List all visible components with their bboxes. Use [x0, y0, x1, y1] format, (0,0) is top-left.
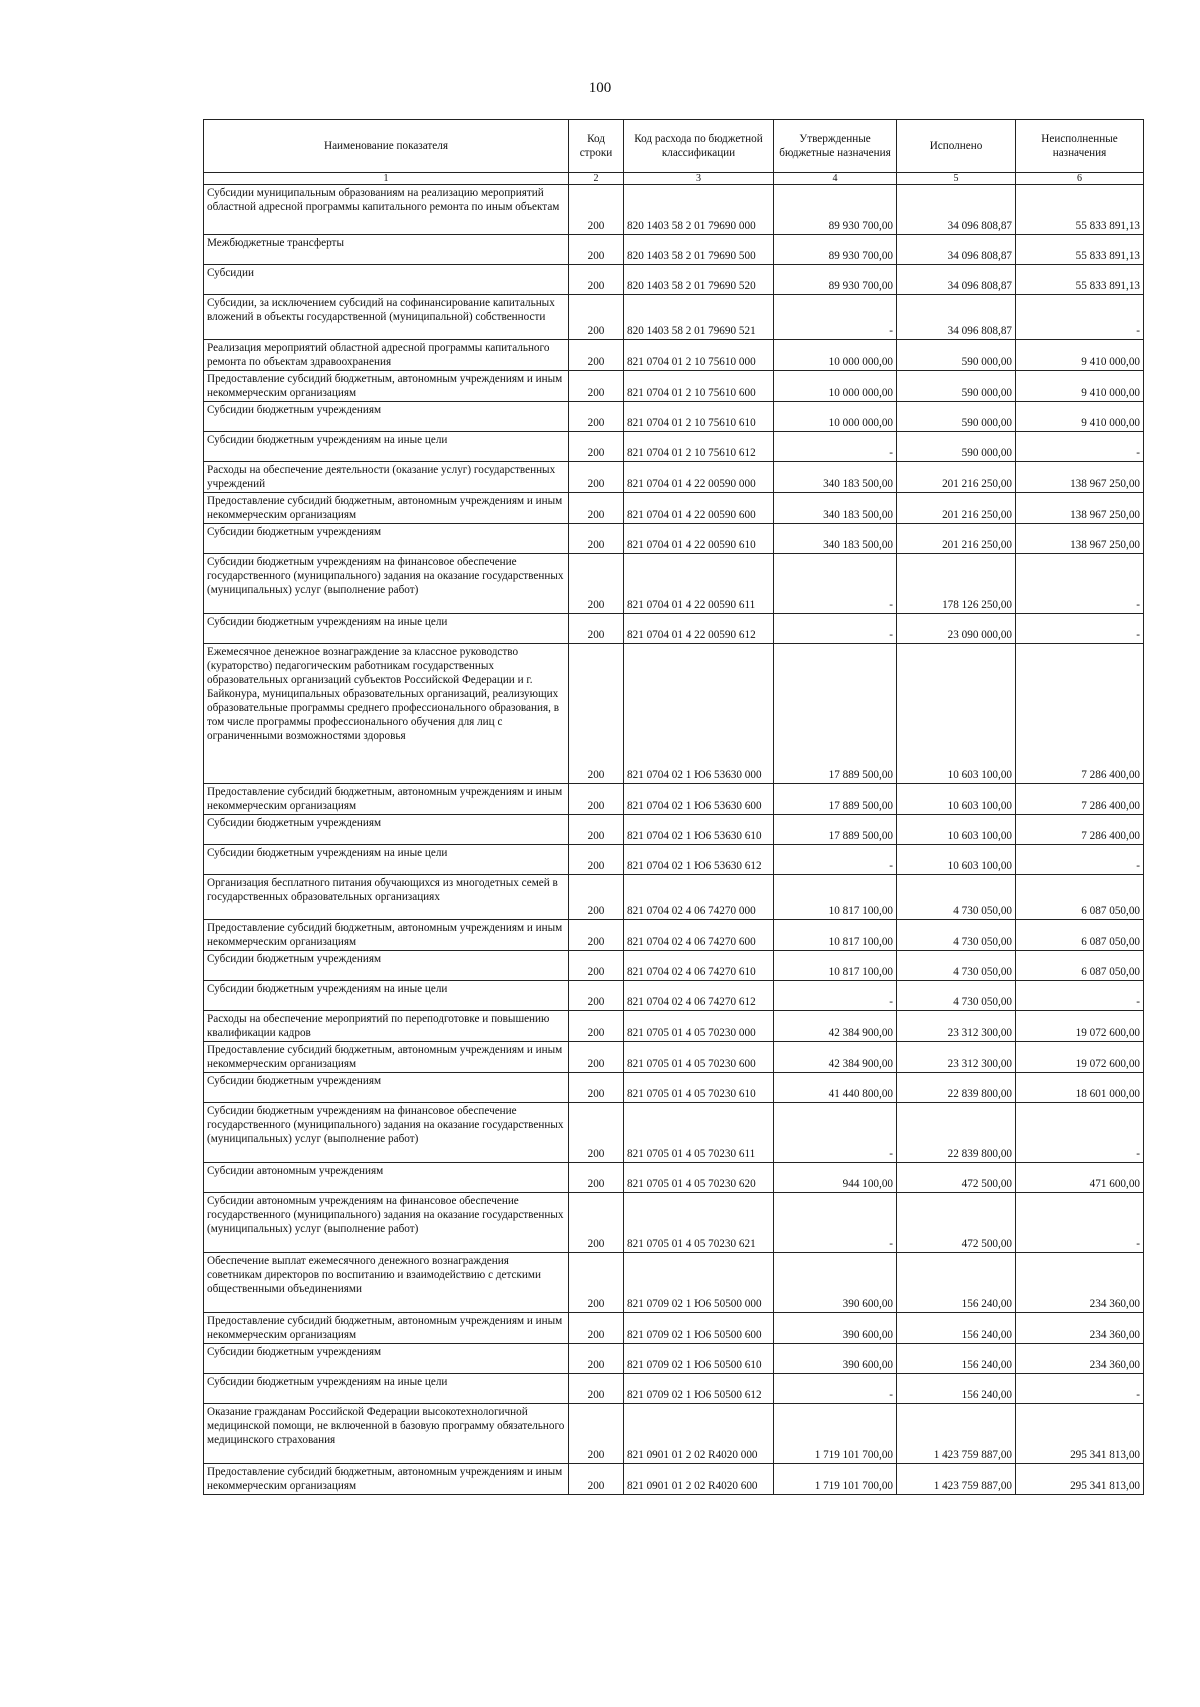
- table-row: [204, 1103, 1144, 1163]
- row-executed: 10 603 100,00: [897, 845, 1016, 875]
- row-line-code: 200: [569, 1193, 624, 1253]
- table-row: [204, 1374, 1144, 1404]
- row-name: Обеспечение выплат ежемесячного денежного вознаграждения советникам директоров по воспитанию и взаимодействию с детскими общественными объединениями: [204, 1253, 569, 1313]
- row-unexecuted: 7 286 400,00: [1016, 815, 1144, 845]
- row-line-code: 200: [569, 493, 624, 524]
- row-budget-code: 821 0705 01 4 05 70230 621: [624, 1193, 774, 1253]
- row-unexecuted: -: [1016, 1193, 1144, 1253]
- row-executed: 156 240,00: [897, 1344, 1016, 1374]
- row-executed: 201 216 250,00: [897, 462, 1016, 493]
- row-name: Предоставление субсидий бюджетным, автономным учреждениям и иным некоммерческим организациям: [204, 784, 569, 815]
- row-approved: 10 000 000,00: [774, 402, 897, 432]
- row-line-code: 200: [569, 1073, 624, 1103]
- row-name: Предоставление субсидий бюджетным, автономным учреждениям и иным некоммерческим организациям: [204, 1042, 569, 1073]
- column-number: 2: [569, 173, 624, 185]
- row-unexecuted: -: [1016, 1374, 1144, 1404]
- row-budget-code: 821 0704 01 2 10 75610 610: [624, 402, 774, 432]
- row-line-code: 200: [569, 340, 624, 371]
- row-budget-code: 821 0709 02 1 Ю6 50500 600: [624, 1313, 774, 1344]
- table-row: [204, 265, 1144, 295]
- row-executed: 590 000,00: [897, 340, 1016, 371]
- table-row: [204, 644, 1144, 784]
- page-number: 100: [588, 80, 612, 96]
- row-line-code: 200: [569, 920, 624, 951]
- row-name: Субсидии бюджетным учреждениям: [204, 815, 569, 845]
- row-approved: 340 183 500,00: [774, 493, 897, 524]
- row-name: Субсидии бюджетным учреждениям на иные цели: [204, 845, 569, 875]
- table-row: [204, 1464, 1144, 1495]
- column-number: 6: [1016, 173, 1144, 185]
- row-executed: 22 839 800,00: [897, 1073, 1016, 1103]
- row-approved: -: [774, 845, 897, 875]
- row-name: Субсидии бюджетным учреждениям: [204, 951, 569, 981]
- row-name: Предоставление субсидий бюджетным, автономным учреждениям и иным некоммерческим организациям: [204, 1464, 569, 1495]
- row-line-code: 200: [569, 462, 624, 493]
- column-number: 5: [897, 173, 1016, 185]
- row-line-code: 200: [569, 1464, 624, 1495]
- row-budget-code: 821 0709 02 1 Ю6 50500 612: [624, 1374, 774, 1404]
- row-unexecuted: 138 967 250,00: [1016, 462, 1144, 493]
- budget-execution-table: [203, 119, 1144, 1495]
- row-line-code: 200: [569, 951, 624, 981]
- row-executed: 590 000,00: [897, 432, 1016, 462]
- row-approved: 10 817 100,00: [774, 920, 897, 951]
- row-line-code: 200: [569, 614, 624, 644]
- row-name: Предоставление субсидий бюджетным, автономным учреждениям и иным некоммерческим организациям: [204, 371, 569, 402]
- table-row: [204, 371, 1144, 402]
- row-approved: -: [774, 981, 897, 1011]
- row-budget-code: 821 0704 01 4 22 00590 612: [624, 614, 774, 644]
- row-budget-code: 821 0704 01 4 22 00590 610: [624, 524, 774, 554]
- row-budget-code: 821 0704 02 1 Ю6 53630 000: [624, 644, 774, 784]
- row-executed: 156 240,00: [897, 1374, 1016, 1404]
- row-line-code: 200: [569, 875, 624, 920]
- row-budget-code: 821 0705 01 4 05 70230 611: [624, 1103, 774, 1163]
- row-line-code: 200: [569, 1011, 624, 1042]
- row-executed: 590 000,00: [897, 402, 1016, 432]
- row-approved: 42 384 900,00: [774, 1011, 897, 1042]
- table-row: [204, 1193, 1144, 1253]
- row-budget-code: 821 0704 02 4 06 74270 000: [624, 875, 774, 920]
- row-approved: 390 600,00: [774, 1253, 897, 1313]
- row-line-code: 200: [569, 1163, 624, 1193]
- table-row: [204, 920, 1144, 951]
- header-approved: Утвержденные бюджетные назначения: [774, 120, 897, 173]
- row-name: Субсидии бюджетным учреждениям: [204, 402, 569, 432]
- row-approved: -: [774, 1193, 897, 1253]
- row-line-code: 200: [569, 524, 624, 554]
- row-line-code: 200: [569, 295, 624, 340]
- row-approved: 42 384 900,00: [774, 1042, 897, 1073]
- row-budget-code: 821 0704 01 4 22 00590 600: [624, 493, 774, 524]
- row-unexecuted: 55 833 891,13: [1016, 265, 1144, 295]
- row-approved: 1 719 101 700,00: [774, 1464, 897, 1495]
- row-approved: 10 000 000,00: [774, 371, 897, 402]
- row-executed: 156 240,00: [897, 1253, 1016, 1313]
- row-executed: 23 312 300,00: [897, 1042, 1016, 1073]
- row-line-code: 200: [569, 185, 624, 235]
- row-approved: -: [774, 614, 897, 644]
- header-budget-code: Код расхода по бюджетной классификации: [624, 120, 774, 173]
- row-name: Субсидии бюджетным учреждениям: [204, 1344, 569, 1374]
- row-unexecuted: 471 600,00: [1016, 1163, 1144, 1193]
- row-approved: -: [774, 432, 897, 462]
- row-unexecuted: -: [1016, 554, 1144, 614]
- table-row: [204, 1344, 1144, 1374]
- row-approved: 10 817 100,00: [774, 875, 897, 920]
- row-unexecuted: 6 087 050,00: [1016, 951, 1144, 981]
- table-row: [204, 1253, 1144, 1313]
- table-header: [204, 120, 1144, 185]
- row-executed: 34 096 808,87: [897, 235, 1016, 265]
- row-name: Субсидии бюджетным учреждениям на финансовое обеспечение государственного (муниципального) задания на оказание государственных (муниципальных) услуг (выполнение работ): [204, 554, 569, 614]
- row-line-code: 200: [569, 1344, 624, 1374]
- row-budget-code: 821 0705 01 4 05 70230 610: [624, 1073, 774, 1103]
- row-unexecuted: 138 967 250,00: [1016, 524, 1144, 554]
- row-unexecuted: -: [1016, 614, 1144, 644]
- row-approved: 390 600,00: [774, 1313, 897, 1344]
- header-unexecuted: Неисполненные назначения: [1016, 120, 1144, 173]
- row-executed: 156 240,00: [897, 1313, 1016, 1344]
- row-line-code: 200: [569, 1253, 624, 1313]
- row-budget-code: 821 0705 01 4 05 70230 620: [624, 1163, 774, 1193]
- column-number: 4: [774, 173, 897, 185]
- row-line-code: 200: [569, 402, 624, 432]
- row-budget-code: 821 0704 02 4 06 74270 610: [624, 951, 774, 981]
- row-executed: 10 603 100,00: [897, 644, 1016, 784]
- table-row: [204, 462, 1144, 493]
- row-budget-code: 821 0709 02 1 Ю6 50500 000: [624, 1253, 774, 1313]
- column-number: 3: [624, 173, 774, 185]
- table-row: [204, 493, 1144, 524]
- table-row: [204, 340, 1144, 371]
- row-line-code: 200: [569, 1313, 624, 1344]
- row-unexecuted: 234 360,00: [1016, 1253, 1144, 1313]
- row-line-code: 200: [569, 845, 624, 875]
- row-name: Субсидии, за исключением субсидий на софинансирование капитальных вложений в объекты государственной (муниципальной) собственности: [204, 295, 569, 340]
- row-executed: 590 000,00: [897, 371, 1016, 402]
- row-unexecuted: 234 360,00: [1016, 1313, 1144, 1344]
- row-approved: 89 930 700,00: [774, 265, 897, 295]
- row-name: Субсидии автономным учреждениям: [204, 1163, 569, 1193]
- row-executed: 4 730 050,00: [897, 920, 1016, 951]
- table-row: [204, 875, 1144, 920]
- table-row: [204, 185, 1144, 235]
- row-unexecuted: 18 601 000,00: [1016, 1073, 1144, 1103]
- row-line-code: 200: [569, 815, 624, 845]
- row-unexecuted: 19 072 600,00: [1016, 1011, 1144, 1042]
- row-name: Субсидии бюджетным учреждениям на иные цели: [204, 432, 569, 462]
- row-line-code: 200: [569, 1103, 624, 1163]
- table-row: [204, 1163, 1144, 1193]
- row-budget-code: 821 0901 01 2 02 R4020 000: [624, 1404, 774, 1464]
- row-budget-code: 821 0704 01 4 22 00590 611: [624, 554, 774, 614]
- row-name: Предоставление субсидий бюджетным, автономным учреждениям и иным некоммерческим организациям: [204, 493, 569, 524]
- row-name: Расходы на обеспечение деятельности (оказание услуг) государственных учреждений: [204, 462, 569, 493]
- row-budget-code: 821 0704 02 1 Ю6 53630 610: [624, 815, 774, 845]
- row-approved: 17 889 500,00: [774, 644, 897, 784]
- row-approved: 944 100,00: [774, 1163, 897, 1193]
- row-budget-code: 821 0705 01 4 05 70230 600: [624, 1042, 774, 1073]
- row-executed: 1 423 759 887,00: [897, 1464, 1016, 1495]
- row-approved: -: [774, 554, 897, 614]
- row-name: Субсидии бюджетным учреждениям на финансовое обеспечение государственного (муниципального) задания на оказание государственных (муниципальных) услуг (выполнение работ): [204, 1103, 569, 1163]
- row-line-code: 200: [569, 371, 624, 402]
- row-approved: 10 000 000,00: [774, 340, 897, 371]
- row-executed: 201 216 250,00: [897, 493, 1016, 524]
- row-name: Субсидии бюджетным учреждениям на иные цели: [204, 614, 569, 644]
- row-executed: 4 730 050,00: [897, 981, 1016, 1011]
- row-name: Субсидии бюджетным учреждениям: [204, 1073, 569, 1103]
- row-line-code: 200: [569, 554, 624, 614]
- row-approved: 17 889 500,00: [774, 815, 897, 845]
- row-line-code: 200: [569, 981, 624, 1011]
- table-row: [204, 1404, 1144, 1464]
- table-row: [204, 1011, 1144, 1042]
- row-executed: 10 603 100,00: [897, 784, 1016, 815]
- row-line-code: 200: [569, 1374, 624, 1404]
- row-line-code: 200: [569, 1404, 624, 1464]
- row-budget-code: 821 0704 02 4 06 74270 612: [624, 981, 774, 1011]
- row-name: Межбюджетные трансферты: [204, 235, 569, 265]
- row-budget-code: 821 0704 01 2 10 75610 000: [624, 340, 774, 371]
- row-unexecuted: -: [1016, 295, 1144, 340]
- row-unexecuted: -: [1016, 432, 1144, 462]
- row-name: Реализация мероприятий областной адресной программы капитального ремонта по объектам здравоохранения: [204, 340, 569, 371]
- row-unexecuted: -: [1016, 1103, 1144, 1163]
- row-unexecuted: 138 967 250,00: [1016, 493, 1144, 524]
- row-unexecuted: 6 087 050,00: [1016, 920, 1144, 951]
- row-unexecuted: 9 410 000,00: [1016, 340, 1144, 371]
- row-unexecuted: 7 286 400,00: [1016, 644, 1144, 784]
- row-budget-code: 820 1403 58 2 01 79690 521: [624, 295, 774, 340]
- row-name: Расходы на обеспечение мероприятий по переподготовке и повышению квалификации кадров: [204, 1011, 569, 1042]
- table-row: [204, 1042, 1144, 1073]
- row-approved: 17 889 500,00: [774, 784, 897, 815]
- row-executed: 178 126 250,00: [897, 554, 1016, 614]
- row-executed: 1 423 759 887,00: [897, 1404, 1016, 1464]
- row-line-code: 200: [569, 432, 624, 462]
- row-line-code: 200: [569, 644, 624, 784]
- table-row: [204, 402, 1144, 432]
- row-executed: 34 096 808,87: [897, 295, 1016, 340]
- row-budget-code: 821 0704 02 1 Ю6 53630 600: [624, 784, 774, 815]
- row-budget-code: 820 1403 58 2 01 79690 500: [624, 235, 774, 265]
- row-approved: 89 930 700,00: [774, 185, 897, 235]
- row-name: Субсидии муниципальным образованиям на реализацию мероприятий областной адресной программы капитального ремонта по иным объектам: [204, 185, 569, 235]
- row-budget-code: 820 1403 58 2 01 79690 520: [624, 265, 774, 295]
- row-name: Субсидии бюджетным учреждениям на иные цели: [204, 981, 569, 1011]
- row-executed: 22 839 800,00: [897, 1103, 1016, 1163]
- row-unexecuted: 295 341 813,00: [1016, 1464, 1144, 1495]
- table-row: [204, 614, 1144, 644]
- row-executed: 23 090 000,00: [897, 614, 1016, 644]
- table-row: [204, 554, 1144, 614]
- row-approved: -: [774, 1374, 897, 1404]
- table-row: [204, 524, 1144, 554]
- row-name: Субсидии бюджетным учреждениям: [204, 524, 569, 554]
- row-approved: 390 600,00: [774, 1344, 897, 1374]
- table-row: [204, 815, 1144, 845]
- row-line-code: 200: [569, 1042, 624, 1073]
- header-line-code: Код строки: [569, 120, 624, 173]
- row-budget-code: 821 0704 01 4 22 00590 000: [624, 462, 774, 493]
- row-budget-code: 821 0709 02 1 Ю6 50500 610: [624, 1344, 774, 1374]
- row-executed: 472 500,00: [897, 1193, 1016, 1253]
- table-row: [204, 845, 1144, 875]
- row-executed: 34 096 808,87: [897, 265, 1016, 295]
- table-row: [204, 432, 1144, 462]
- row-budget-code: 820 1403 58 2 01 79690 000: [624, 185, 774, 235]
- row-name: Предоставление субсидий бюджетным, автономным учреждениям и иным некоммерческим организациям: [204, 920, 569, 951]
- row-budget-code: 821 0704 01 2 10 75610 600: [624, 371, 774, 402]
- row-name: Субсидии бюджетным учреждениям на иные цели: [204, 1374, 569, 1404]
- row-budget-code: 821 0901 01 2 02 R4020 600: [624, 1464, 774, 1495]
- row-unexecuted: 19 072 600,00: [1016, 1042, 1144, 1073]
- row-name: Предоставление субсидий бюджетным, автономным учреждениям и иным некоммерческим организациям: [204, 1313, 569, 1344]
- table-row: [204, 235, 1144, 265]
- row-name: Оказание гражданам Российской Федерации высокотехнологичной медицинской помощи, не включенной в базовую программу обязательного медицинского страхования: [204, 1404, 569, 1464]
- row-unexecuted: 55 833 891,13: [1016, 235, 1144, 265]
- row-approved: 340 183 500,00: [774, 524, 897, 554]
- table-row: [204, 1073, 1144, 1103]
- header-indicator-name: Наименование показателя: [204, 120, 569, 173]
- row-line-code: 200: [569, 235, 624, 265]
- table-body: [204, 185, 1144, 1495]
- row-approved: 340 183 500,00: [774, 462, 897, 493]
- row-line-code: 200: [569, 784, 624, 815]
- row-unexecuted: -: [1016, 845, 1144, 875]
- row-budget-code: 821 0704 02 4 06 74270 600: [624, 920, 774, 951]
- row-executed: 34 096 808,87: [897, 185, 1016, 235]
- row-executed: 10 603 100,00: [897, 815, 1016, 845]
- row-approved: -: [774, 1103, 897, 1163]
- row-unexecuted: 7 286 400,00: [1016, 784, 1144, 815]
- row-unexecuted: -: [1016, 981, 1144, 1011]
- row-approved: 1 719 101 700,00: [774, 1404, 897, 1464]
- row-budget-code: 821 0704 02 1 Ю6 53630 612: [624, 845, 774, 875]
- row-approved: 89 930 700,00: [774, 235, 897, 265]
- row-name: Организация бесплатного питания обучающихся из многодетных семей в государственных образовательных организациях: [204, 875, 569, 920]
- row-line-code: 200: [569, 265, 624, 295]
- row-executed: 4 730 050,00: [897, 875, 1016, 920]
- column-number: 1: [204, 173, 569, 185]
- table-row: [204, 784, 1144, 815]
- row-approved: 41 440 800,00: [774, 1073, 897, 1103]
- header-executed: Исполнено: [897, 120, 1016, 173]
- table-row: [204, 295, 1144, 340]
- row-name: Субсидии: [204, 265, 569, 295]
- row-executed: 4 730 050,00: [897, 951, 1016, 981]
- row-budget-code: 821 0704 01 2 10 75610 612: [624, 432, 774, 462]
- row-unexecuted: 295 341 813,00: [1016, 1404, 1144, 1464]
- table-row: [204, 1313, 1144, 1344]
- row-unexecuted: 6 087 050,00: [1016, 875, 1144, 920]
- row-name: Ежемесячное денежное вознаграждение за классное руководство (кураторство) педагогическим работникам государственных образовательных организаций субъектов Российской Федерации и г. Байконура, муниципальных образовательных организаций, реализующих образовательные программы среднего профессионального образования, в том числе программы профессионального обучения для лиц с ограниченными возможностями здоровья: [204, 644, 569, 784]
- row-unexecuted: 9 410 000,00: [1016, 402, 1144, 432]
- row-unexecuted: 234 360,00: [1016, 1344, 1144, 1374]
- row-executed: 201 216 250,00: [897, 524, 1016, 554]
- table-row: [204, 981, 1144, 1011]
- row-unexecuted: 9 410 000,00: [1016, 371, 1144, 402]
- row-budget-code: 821 0705 01 4 05 70230 000: [624, 1011, 774, 1042]
- row-unexecuted: 55 833 891,13: [1016, 185, 1144, 235]
- row-approved: -: [774, 295, 897, 340]
- table-row: [204, 951, 1144, 981]
- row-name: Субсидии автономным учреждениям на финансовое обеспечение государственного (муниципального) задания на оказание государственных (муниципальных) услуг (выполнение работ): [204, 1193, 569, 1253]
- row-approved: 10 817 100,00: [774, 951, 897, 981]
- row-executed: 23 312 300,00: [897, 1011, 1016, 1042]
- row-executed: 472 500,00: [897, 1163, 1016, 1193]
